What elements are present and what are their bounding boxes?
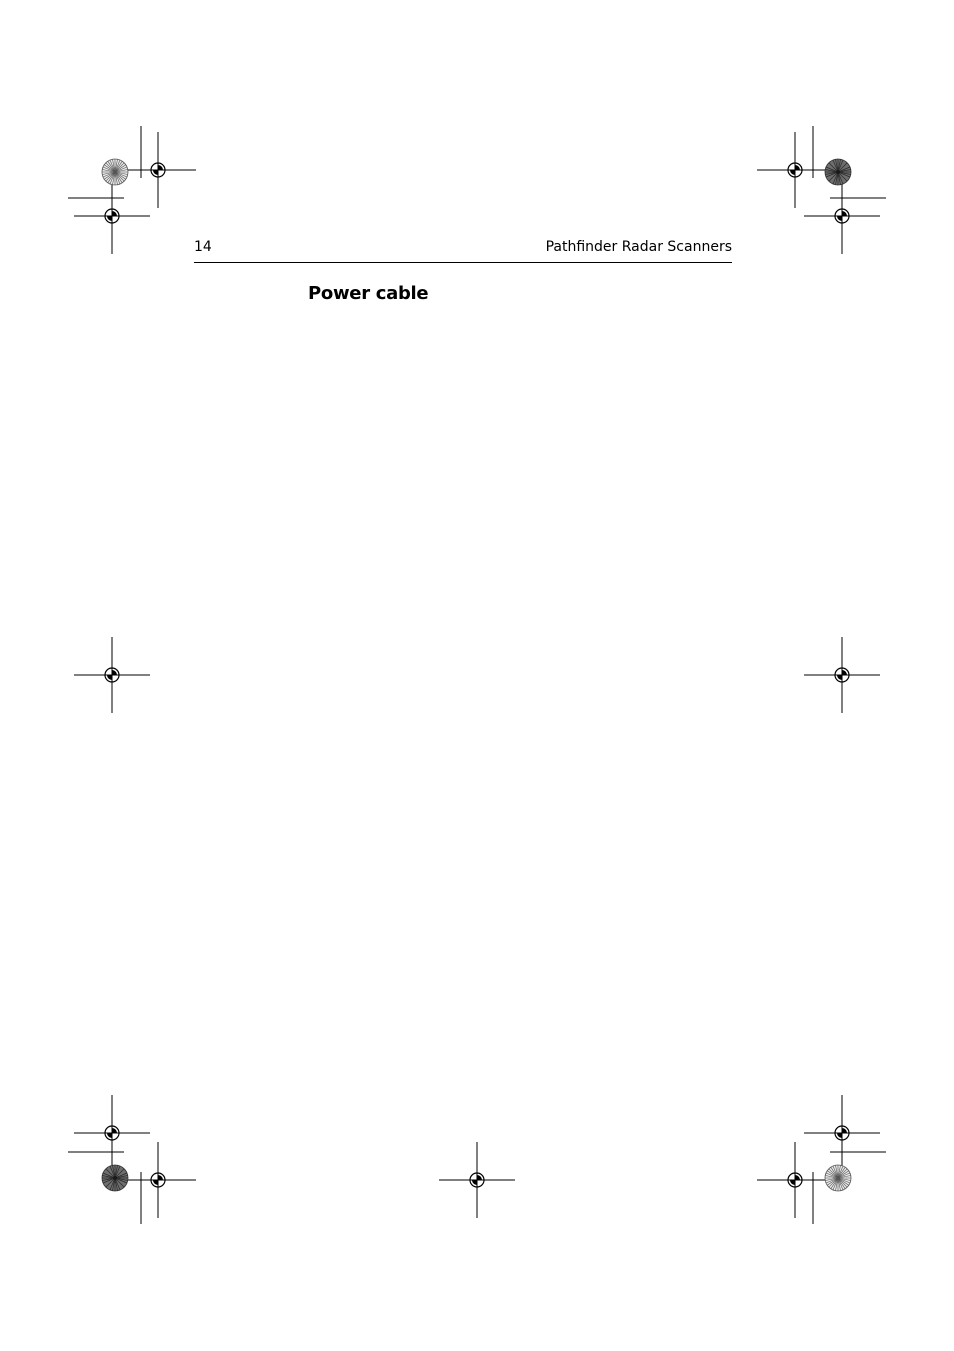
starburst-target-icon [825,159,851,185]
registration-crosshair-icon [804,178,880,254]
page-header [194,236,732,263]
running-title: Pathfinder Radar Scanners [545,239,732,255]
section-heading: Power cable [308,283,429,304]
registration-crosshair-icon [74,637,150,713]
registration-crosshair-icon [74,1095,150,1171]
registration-crosshair-icon [757,1142,833,1218]
registration-crosshair-icon [439,1142,515,1218]
registration-crosshair-icon [120,132,196,208]
registration-crosshair-icon [804,1095,880,1171]
registration-crosshair-icon [74,178,150,254]
registration-crosshair-icon [120,1142,196,1218]
crop-lines [68,126,886,1224]
registration-crosshair-icon [757,132,833,208]
starburst-target-icon [825,1165,851,1191]
starburst-target-icon [102,1165,128,1191]
registration-crosshair-icon [804,637,880,713]
page-number: 14 [194,239,212,255]
starburst-target-icon [102,159,128,185]
